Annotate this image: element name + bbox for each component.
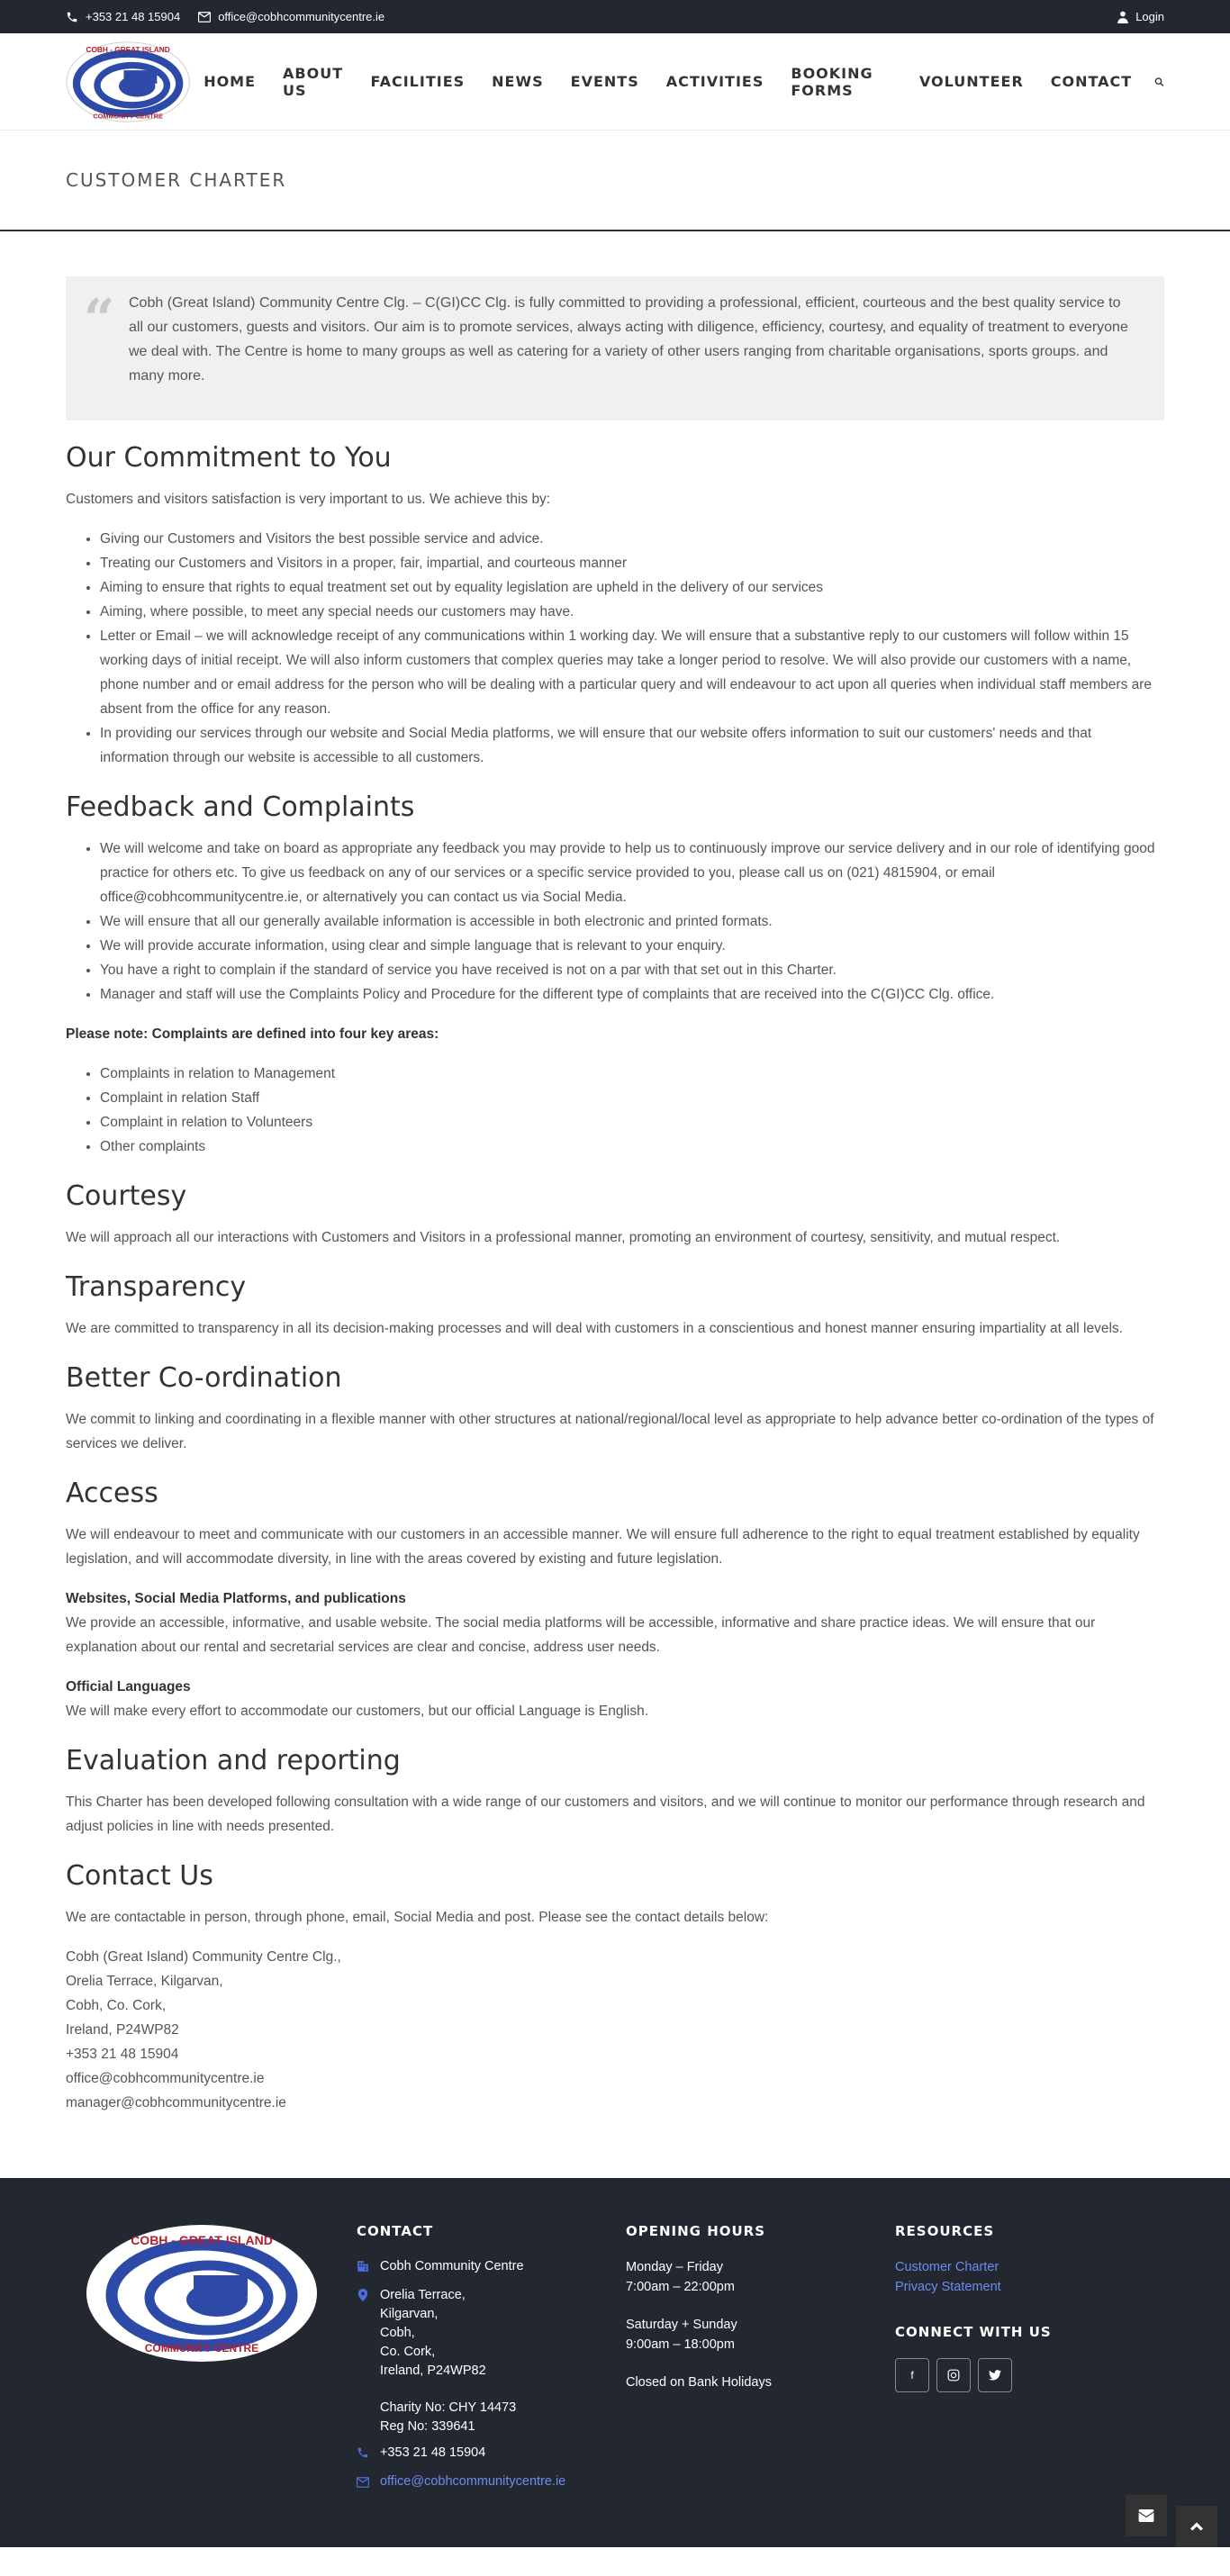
customer-charter-link[interactable]: Customer Charter: [895, 2260, 999, 2274]
footer-connect-heading: CONNECT WITH US: [895, 2324, 1052, 2340]
footer-address-line: Ireland, P24WP82: [379, 2364, 486, 2378]
footer-phone[interactable]: [357, 2444, 626, 2465]
list-item: • Aiming, where possible, to meet any special needs our customers may have.: [100, 600, 1164, 624]
login-label: Login: [1135, 10, 1164, 23]
access-heading: Access: [66, 1478, 158, 1509]
list-item: • Treating our Customers and Visitors in a proper, fair, impartial, and courteous manner: [100, 551, 1164, 575]
phone-icon: [357, 2446, 369, 2459]
footer-contact-column: [357, 2223, 626, 2547]
coordination-heading: Better Co-ordination: [66, 1362, 342, 1394]
languages-title: Official Languages: [66, 1679, 191, 1695]
contact-float-button[interactable]: [1126, 2495, 1167, 2536]
map-pin-icon: [357, 2289, 369, 2301]
websites-title: Websites, Social Media Platforms, and publications: [66, 1591, 406, 1606]
quote-icon: “: [84, 288, 115, 351]
access-text: We will endeavour to meet and communicate with our customers in an accessible manner. We will ensure full adherence to the right to equal treatment established by equality legislation, and will accommodate diversity, in line with the areas covered by existing and future legislation.: [66, 1527, 1140, 1567]
list-item: • In providing our services through our website and Social Media platforms, we will ensure that our website offers information to suit our customers' needs and that information through our website is accessible to all customers.: [100, 721, 1164, 770]
footer-charity-no: Charity No: CHY 14473: [379, 2400, 517, 2415]
contact-email-manager[interactable]: manager@cobhcommunitycentre.ie: [66, 2095, 286, 2111]
footer-resources-column: [895, 2223, 1164, 2547]
footer-email[interactable]: [357, 2472, 626, 2494]
footer-email-link[interactable]: office@cobhcommunitycentre.ie: [379, 2474, 566, 2489]
coordination-text: We commit to linking and coordinating in a flexible manner with other structures at national/regional/local level as appropriate to help advance better co-ordination of the types of services we deliver.: [66, 1412, 1154, 1451]
contact-address: [66, 1945, 1164, 2115]
social-links: [895, 2358, 1164, 2392]
contact-email-office[interactable]: office@cobhcommunitycentre.ie: [66, 2071, 265, 2086]
main-content: [0, 276, 1230, 2115]
commitment-list: [100, 527, 1164, 770]
footer-phone-text: +353 21 48 15904: [379, 2445, 486, 2460]
site-header: [0, 33, 1230, 131]
topbar-phone-text: +353 21 48 15904: [86, 10, 181, 23]
nav-facilities[interactable]: FACILITIES: [370, 73, 466, 90]
footer-logo-column: [66, 2223, 357, 2547]
address-line: Cobh (Great Island) Community Centre Clg.,: [66, 1949, 341, 1965]
courtesy-heading: Courtesy: [66, 1180, 187, 1212]
svg-text:COBH - GREAT ISLAND: COBH - GREAT ISLAND: [86, 44, 170, 54]
weekday-hours: [626, 2257, 895, 2297]
weekend-hours: [626, 2315, 895, 2355]
footer-logo-line2: COMMUNITY CENTRE: [144, 2342, 259, 2355]
footer-address: [357, 2286, 626, 2436]
list-item: • Other complaints: [100, 1134, 1164, 1159]
weekend-label: Saturday + Sunday: [625, 2318, 737, 2332]
list-item: • Complaint in relation Staff: [100, 1086, 1164, 1110]
main-nav: [190, 65, 1164, 99]
feedback-heading: Feedback and Complaints: [66, 791, 415, 823]
footer-address-line: Kilgarvan,: [379, 2307, 439, 2321]
footer-reg-no: Reg No: 339641: [379, 2419, 475, 2434]
instagram-icon[interactable]: [936, 2358, 971, 2392]
nav-about-us[interactable]: ABOUT US: [283, 64, 344, 99]
weekday-time: 7:00am – 22:00pm: [625, 2280, 735, 2294]
closed-note: Closed on Bank Holidays: [625, 2375, 772, 2390]
nav-activities[interactable]: ACTIVITIES: [665, 73, 764, 90]
envelope-icon: [1138, 2509, 1154, 2522]
top-bar: [0, 0, 1230, 33]
list-item: • We will ensure that all our generally available information is accessible in both electronic and printed formats.: [100, 909, 1164, 934]
intro-blockquote: [66, 276, 1164, 420]
login-link[interactable]: [1117, 10, 1164, 23]
footer-address-line: Cobh,: [379, 2326, 415, 2340]
footer-address-line: Orelia Terrace,: [379, 2288, 466, 2302]
privacy-statement-link[interactable]: Privacy Statement: [895, 2280, 1001, 2294]
footer-resources-heading: RESOURCES: [895, 2223, 995, 2239]
envelope-icon: [357, 2477, 369, 2488]
nav-contact[interactable]: CONTACT: [1050, 73, 1133, 90]
address-line: Cobh, Co. Cork,: [66, 1998, 167, 2013]
list-item: • You have a right to complain if the standard of service you have received is not on a par with that set out in this Charter.: [100, 958, 1164, 982]
scroll-to-top-button[interactable]: [1176, 2506, 1217, 2547]
commitment-heading: Our Commitment to You: [66, 442, 392, 474]
courtesy-text: We will approach all our interactions with Customers and Visitors in a professional manner, promoting an environment of courtesy, sensitivity, and mutual respect.: [66, 1230, 1061, 1245]
footer-contact-heading: CONTACT: [356, 2223, 434, 2239]
list-item: • Aiming to ensure that rights to equal treatment set out by equality legislation are upheld in the delivery of our services: [100, 575, 1164, 600]
websites-block: [66, 1586, 1164, 1659]
nav-events[interactable]: EVENTS: [570, 73, 639, 90]
phone-icon: [66, 11, 78, 23]
nav-volunteer[interactable]: VOLUNTEER: [918, 73, 1024, 90]
page-title: CUSTOMER CHARTER: [66, 169, 287, 191]
building-icon: [357, 2260, 369, 2273]
address-line: Ireland, P24WP82: [66, 2022, 179, 2038]
nav-news[interactable]: NEWS: [492, 73, 544, 90]
complaint-areas-list: [100, 1062, 1164, 1159]
twitter-icon[interactable]: [978, 2358, 1012, 2392]
resource-links: [895, 2257, 1164, 2297]
list-item: • Giving our Customers and Visitors the best possible service and advice.: [100, 527, 1164, 551]
contact-heading: Contact Us: [66, 1860, 213, 1892]
list-item: • Letter or Email – we will acknowledge receipt of any communications within 1 working day. We will ensure that a substantive reply to our customers will follow within 15 working days of initial receipt. We will also inform customers that complex queries may take a longer period to resolve. We will also provide our customers with a name, phone number and or email address for the person who will be dealing with a particular query and will endeavour to act upon all queries when individual staff members are absent from the office for any reason.: [100, 624, 1164, 721]
languages-block: [66, 1675, 1164, 1723]
footer-hours-column: [626, 2223, 895, 2547]
user-icon: [1117, 11, 1128, 23]
site-footer: [0, 2178, 1230, 2547]
complaints-note: Please note: Complaints are defined into four key areas:: [66, 1026, 439, 1042]
list-item: • We will welcome and take on board as appropriate any feedback you may provide to help us to continuously improve our service delivery and in our role of identifying good practice for others etc. To give us feedback on any of our services or a specific service provided to you, please call us on (021) 4815904, or email office@cobhcommunitycentre.ie, or alternatively you can contact us via Social Media.: [100, 836, 1164, 909]
footer-logo[interactable]: [86, 2223, 318, 2364]
commitment-intro: Customers and visitors satisfaction is very important to us. We achieve this by:: [66, 492, 551, 507]
address-line: Orelia Terrace, Kilgarvan,: [66, 1974, 223, 1989]
footer-address-line: Co. Cork,: [379, 2345, 436, 2359]
contact-text: We are contactable in person, through phone, email, Social Media and post. Please see the contact details below:: [66, 1910, 769, 1925]
list-item: • Manager and staff will use the Complaints Policy and Procedure for the different type of complaints that are received into the C(GI)CC Clg. office.: [100, 982, 1164, 1007]
evaluation-text: This Charter has been developed following consultation with a wide range of our customers and visitors, and we will continue to monitor our performance through research and adjust policies in line with needs presented.: [66, 1794, 1145, 1834]
footer-hours-heading: OPENING HOURS: [625, 2223, 766, 2239]
feedback-list: [100, 836, 1164, 1007]
weekday-label: Monday – Friday: [625, 2260, 723, 2274]
chevron-up-icon: [1190, 2522, 1203, 2531]
topbar-email[interactable]: [198, 10, 384, 23]
title-bar: [0, 131, 1230, 231]
transparency-text: We are committed to transparency in all its decision-making processes and will deal with customers in a conscientious and honest manner ensuring impartiality at all levels.: [66, 1321, 1123, 1336]
languages-text: We will make every effort to accommodate our customers, but our official Language is English.: [66, 1704, 649, 1719]
search-icon[interactable]: [1154, 75, 1164, 89]
transparency-heading: Transparency: [66, 1271, 247, 1303]
facebook-icon[interactable]: f: [895, 2358, 929, 2392]
nav-booking-forms[interactable]: BOOKING FORMS: [791, 64, 873, 99]
svg-text:COMMUNITY CENTRE: COMMUNITY CENTRE: [93, 112, 163, 121]
site-logo[interactable]: [66, 37, 190, 127]
footer-org-name: [357, 2257, 626, 2279]
nav-home[interactable]: HOME: [203, 73, 257, 90]
contact-phone[interactable]: +353 21 48 15904: [66, 2047, 179, 2062]
topbar-email-text: office@cobhcommunitycentre.ie: [218, 10, 385, 23]
list-item: • We will provide accurate information, using clear and simple language that is relevant to your enquiry.: [100, 934, 1164, 958]
list-item: • Complaints in relation to Management: [100, 1062, 1164, 1086]
websites-text: We provide an accessible, informative, and usable website. The social media platforms will be accessible, informative and share practice ideas. We will ensure that our explanation about our rental and secretarial services are clear and concise, address user needs.: [66, 1615, 1096, 1655]
list-item: • Complaint in relation to Volunteers: [100, 1110, 1164, 1134]
envelope-icon: [198, 12, 211, 23]
topbar-phone[interactable]: [66, 10, 180, 23]
evaluation-heading: Evaluation and reporting: [66, 1745, 401, 1776]
footer-org-name-text: Cobh Community Centre: [379, 2259, 524, 2273]
footer-logo-line1: COBH - GREAT ISLAND: [131, 2233, 273, 2247]
intro-text: Cobh (Great Island) Community Centre Clg. – C(GI)CC Clg. is fully committed to providing a professional, efficient, courteous and the best quality service to all our customers, guests and visitors. Our aim is to promote services, always acting with diligence, efficiency, courtesy, and equality of treatment to everyone we deal with. The Centre is home to many groups as well as catering for a variety of other users ranging from charitable organisations, sports groups. and many more.: [129, 295, 1128, 384]
weekend-time: 9:00am – 18:00pm: [625, 2337, 735, 2352]
